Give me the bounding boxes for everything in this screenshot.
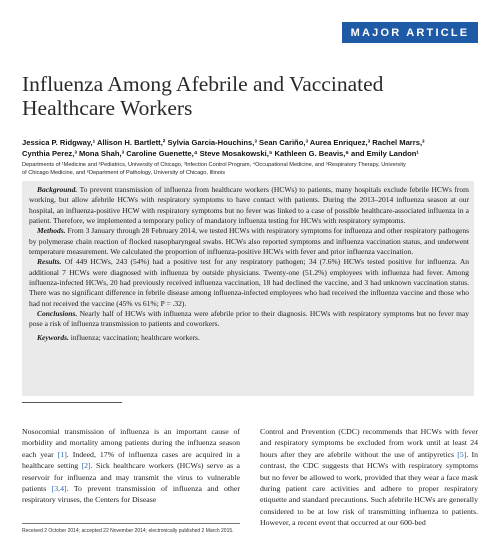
abstract	[29, 185, 469, 343]
abstract-conclusions-section	[29, 309, 469, 330]
abstract-results-section	[29, 257, 469, 309]
affiliations-line-1: Departments of ¹Medicine and ²Pediatrics, University of Chicago, ³Infection Control Program, ⁴Occupational Medicine, and ⁵Respiratory Therapy, University	[22, 162, 406, 168]
body-column-left	[22, 426, 240, 506]
intro-text-a: Nosocomial transmission of influenza is an important cause of morbidity and mortality among patients during the influenza season each year	[22, 427, 240, 459]
intro-text-c: . Sick healthcare workers (HCWs) serve as a reservoir for influenza and may transmit the virus to vulnerable patients	[22, 461, 240, 494]
conclusions-text: Nearly half of HCWs with influenza were afebrile prior to their diagnosis. HCWs with respiratory symptoms but no fever may pose a risk of influenza transmission to patients and coworkers.	[29, 309, 469, 329]
abstract-methods-section	[29, 226, 469, 257]
affiliations-line-2: of Chicago Medicine, and ⁶Department of Pathology, University of Chicago, Illinois	[22, 170, 226, 176]
right-text-b: . In contrast, the CDC suggests that HCWs with respiratory symptoms but no fever be allowed to work, provided that they wear a face mask during patient care activities and adhere to proper respiratory etiquette and standard precautions. Such afebrile HCWs are generally considered to be at low risk of transmitting influenza to patients. However, a recent event that occurred at our 600-bed	[260, 449, 478, 528]
body-column-right	[260, 426, 478, 529]
results-label: Results.	[37, 257, 62, 267]
background-label: Background.	[37, 185, 78, 194]
methods-text: From 3 January through 28 February 2014, we tested HCWs with respiratory symptoms for influenza and other respiratory pathogens by polymerase chain reaction of flocked nasopharyngeal swabs. HCWs also reported symptoms and influenza vaccination status, and underwent temperature measurement. We calculated the proportion of influenza-positive HCWs with fever and prior influenza vaccination.	[29, 226, 469, 257]
intro-paragraph	[22, 426, 240, 506]
section-divider	[22, 402, 122, 403]
affiliations	[22, 161, 482, 177]
footnote-received: Received 2 October 2014; accepted 22 November 2014; electronically published 2 March 2015.	[22, 528, 234, 534]
abstract-keywords-section	[29, 333, 469, 343]
keywords-label: Keywords.	[37, 332, 69, 342]
intro-text-d: . To prevent transmission of influenza and other respiratory viruses, the Centers for Disease	[22, 484, 240, 505]
authors-line-1: Jessica P. Ridgway,¹ Allison H. Bartlett,² Sylvia Garcia-Houchins,³ Sean Cariño,³ Aurea Enriquez,³ Rachel Marrs,³	[22, 138, 425, 147]
background-text: To prevent transmission of influenza from healthcare workers (HCWs) to patients, many hospitals exclude febrile HCWs from working, but allow afebrile HCWs with respiratory symptoms to have contact with patients. During the 2013–2014 influenza season at our hospital, an influenza-positive HCW with respiratory symptoms but no fever was linked to a case of possible healthcare-associated influenza in a patient. Therefore, we implemented a temporary policy of mandatory influenza testing for HCWs with respiratory symptoms.	[29, 185, 469, 226]
intro-paragraph-continued	[260, 426, 478, 529]
author-list	[22, 137, 482, 159]
intro-text-b: . Indeed, 17% of influenza cases are acquired in a healthcare setting	[22, 449, 240, 471]
right-text-a: Control and Prevention (CDC) recommends that HCWs with fever and respiratory symptoms be excluded from work until at least 24 hours after they are afebrile without the use of antipyretics	[260, 427, 478, 459]
citation-link-1[interactable]: [1]	[57, 449, 67, 459]
conclusions-label: Conclusions.	[37, 309, 78, 319]
title-line-1: Influenza Among Afebrile and Vaccinated	[22, 72, 384, 96]
results-text: Of 449 HCWs, 243 (54%) had a positive test for any respiratory pathogen; 34 (7.6%) HCWs tested positive for influenza. An additional 7 HCWs were diagnosed with influenza by outside physicians. Twenty-one (51.2%) employees with influenza had fever. Among influenza-infected HCWs, 20 had previously received influenza vaccination, 18 had declined the vaccine, and 3 had unknown vaccination status. There was no significant difference in febrile disease among influenza-infected employees who had received the influenza vaccine and those who had not received the vaccine (45% vs 61%; P = .32).	[29, 257, 469, 308]
citation-link-2[interactable]: [2]	[81, 461, 91, 471]
methods-label: Methods.	[37, 226, 66, 236]
title-line-2: Healthcare Workers	[22, 96, 193, 120]
citation-link-3-4[interactable]: [3,4]	[51, 484, 67, 494]
article-title	[22, 72, 462, 120]
article-type-banner: MAJOR ARTICLE	[342, 22, 478, 43]
keywords-text: influenza; vaccination; healthcare workers.	[70, 332, 200, 342]
citation-link-5[interactable]: [5]	[457, 449, 467, 459]
footnote-divider	[22, 523, 240, 524]
authors-line-2: Cynthia Perez,³ Mona Shah,³ Caroline Guenette,⁴ Steve Mosakowski,⁵ Kathleen G. Beavis,⁶ and Emily Landon¹	[22, 149, 419, 158]
abstract-background-section	[29, 185, 469, 226]
